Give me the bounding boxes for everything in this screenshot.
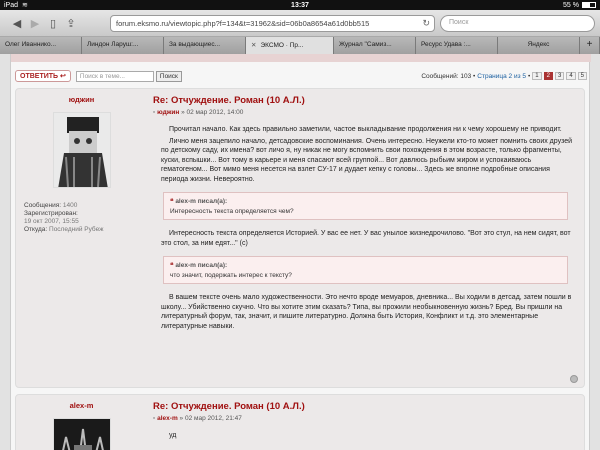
- author-meta: [24, 202, 139, 234]
- tab-4-label: ЭКСМО · Пр...: [260, 42, 304, 49]
- browser-toolbar: [0, 10, 600, 37]
- author-name[interactable]: юджин: [68, 95, 95, 104]
- topic-action-bar: [15, 70, 587, 82]
- paragraph: Прочитал начало. Как здесь правильно заметили, частое выкладывание продолжения ни к чему хорошему не приводит.: [169, 126, 562, 133]
- meta-posts-value: 1400: [62, 202, 78, 209]
- post-author[interactable]: alex-m: [157, 415, 178, 422]
- tab-6[interactable]: Ресурс Удава :...: [416, 37, 498, 54]
- post-text: [153, 125, 578, 184]
- page-2[interactable]: 2: [544, 72, 553, 80]
- avatar: [53, 418, 111, 450]
- avatar-image: [54, 419, 111, 450]
- post-date: » 02 мар 2012, 14:00: [181, 109, 244, 116]
- page-content: [0, 54, 600, 450]
- share-icon[interactable]: ⇪: [66, 17, 76, 30]
- device-label: iPad: [4, 1, 19, 9]
- post-body: [153, 89, 578, 333]
- quote-block: [163, 256, 568, 284]
- tab-active[interactable]: [246, 37, 334, 54]
- post-meta: [153, 415, 578, 422]
- reply-icon: ↩: [60, 73, 66, 80]
- url-text: forum.eksmo.ru/viewtopic.php?f=134&t=31962&sid=06b0a8654a61d0bb515: [116, 19, 370, 28]
- tab-3[interactable]: За выдающиес...: [164, 37, 246, 54]
- tab-7[interactable]: Яндекс: [498, 37, 580, 54]
- author-panel: [24, 401, 139, 450]
- topic-search-input[interactable]: Поиск в теме...: [76, 71, 154, 82]
- quote-author: alex-m писал(а):: [175, 262, 228, 269]
- pagination: [421, 72, 587, 80]
- post-text: [153, 431, 578, 441]
- back-icon[interactable]: ◀: [12, 17, 22, 30]
- post-icon: ▫: [153, 415, 156, 422]
- quote-text: что значит, подержать интерес к тексту?: [170, 272, 292, 279]
- tab-5[interactable]: Журнал "Самиз...: [334, 37, 416, 54]
- forum-page: [10, 54, 590, 450]
- tab-strip: [0, 37, 600, 54]
- quote-block: [163, 192, 568, 220]
- ios-status-bar: [0, 0, 600, 10]
- quote-mark-icon: ❝: [170, 198, 174, 205]
- new-tab-icon[interactable]: +: [580, 37, 600, 54]
- post: [15, 88, 585, 388]
- page-3[interactable]: 3: [555, 72, 564, 80]
- meta-from-value: Последний Рубеж: [49, 226, 104, 233]
- avatar-image: [54, 113, 111, 188]
- post-meta: [153, 109, 578, 116]
- author-name[interactable]: alex-m: [69, 401, 94, 410]
- post: [15, 394, 585, 450]
- post-body: [153, 395, 578, 443]
- post-text: [153, 229, 578, 248]
- bookmarks-icon[interactable]: ▯: [49, 17, 57, 30]
- post-title[interactable]: Re: Отчуждение. Роман (10 А.Л.): [153, 95, 305, 106]
- battery-text: 55 %: [563, 1, 579, 9]
- battery-icon: [582, 2, 596, 8]
- post-icon: ▫: [153, 109, 156, 116]
- page-4[interactable]: 4: [566, 72, 575, 80]
- reply-button[interactable]: [15, 70, 71, 82]
- page-5[interactable]: 5: [578, 72, 587, 80]
- back-to-top-icon[interactable]: [570, 375, 578, 383]
- pagination-bullet: •: [528, 72, 531, 80]
- forward-icon[interactable]: ▶: [30, 17, 40, 30]
- reply-label: ОТВЕТИТЬ: [20, 73, 59, 80]
- meta-reg-value: 19 окт 2007, 15:55: [24, 218, 79, 225]
- browser-search-input[interactable]: Поиск: [440, 15, 595, 32]
- page-1[interactable]: 1: [532, 72, 541, 80]
- page-of-link[interactable]: Страница 2 из 5: [477, 72, 526, 80]
- tab-1[interactable]: Олег Иваннико...: [0, 37, 82, 54]
- meta-reg-label: Зарегистрирован:: [24, 210, 78, 217]
- author-panel: [24, 95, 139, 234]
- post-text: [153, 293, 578, 331]
- reload-icon[interactable]: ↻: [422, 18, 430, 28]
- tab-2[interactable]: Линдон Ларуш:...: [82, 37, 164, 54]
- paragraph: В вашем тексте очень мало художественности. Это нечто вроде мемуаров, дневника... Вы ходили в детсад, затем пошли в школу... Убийственно скучно. Что вы хотите этим сказать? Типа, вы прожили необыкновенную жизнь? Бред. Вы пришли на литературный форум, так, значит, и пишите литературно. Должна быть История, Конфликт и т.д. это элементарные литературные навыки.: [161, 294, 572, 330]
- post-count: Сообщений: 103 •: [421, 72, 476, 80]
- post-title[interactable]: Re: Отчуждение. Роман (10 А.Л.): [153, 401, 305, 412]
- paragraph: уд: [169, 432, 177, 439]
- top-strip: [11, 54, 591, 62]
- address-bar[interactable]: [110, 15, 435, 32]
- quote-mark-icon: ❝: [170, 262, 174, 269]
- clock: 13:37: [291, 1, 309, 9]
- meta-posts-label: Сообщения:: [24, 202, 62, 209]
- post-author[interactable]: юджин: [157, 109, 180, 116]
- meta-from-label: Откуда:: [24, 226, 48, 233]
- paragraph: Интересность текста определяется Историей. У вас ее нет. У вас унылое жизнедрочилово. "Вот это стул, на нем сидят, вот это стол, за ним едят..." (с): [161, 230, 571, 247]
- avatar: [53, 112, 111, 188]
- post-date: » 02 мар 2012, 21:47: [179, 415, 242, 422]
- paragraph: Лично меня зацепило начало, детсадовские воспоминания. Очень интересно. Неужели кто-то может помнить своих друзей по детскому саду, их имена? вот личо я, ну никак не могу вспомнить свои похождения в этом возрасте, только фрагменты, куски, вспышки... Вот тому в карьере и меня спасают всей группой... Вот давлюсь рыбьим жиром и успокаиваюсь гематогеном... Вот мимо меня несется на взлет СУ-17 и дудает кепку с головы... Здесь же вполне подробные описания периода жизни. Невероятно.: [161, 137, 573, 183]
- topic-search-button[interactable]: Поиск: [156, 71, 182, 82]
- quote-author: alex-m писал(а):: [175, 198, 228, 205]
- wifi-icon: ≋: [22, 2, 28, 9]
- tab-close-icon[interactable]: ✕: [251, 42, 257, 49]
- quote-text: Интересность текста определяется чем?: [170, 208, 294, 215]
